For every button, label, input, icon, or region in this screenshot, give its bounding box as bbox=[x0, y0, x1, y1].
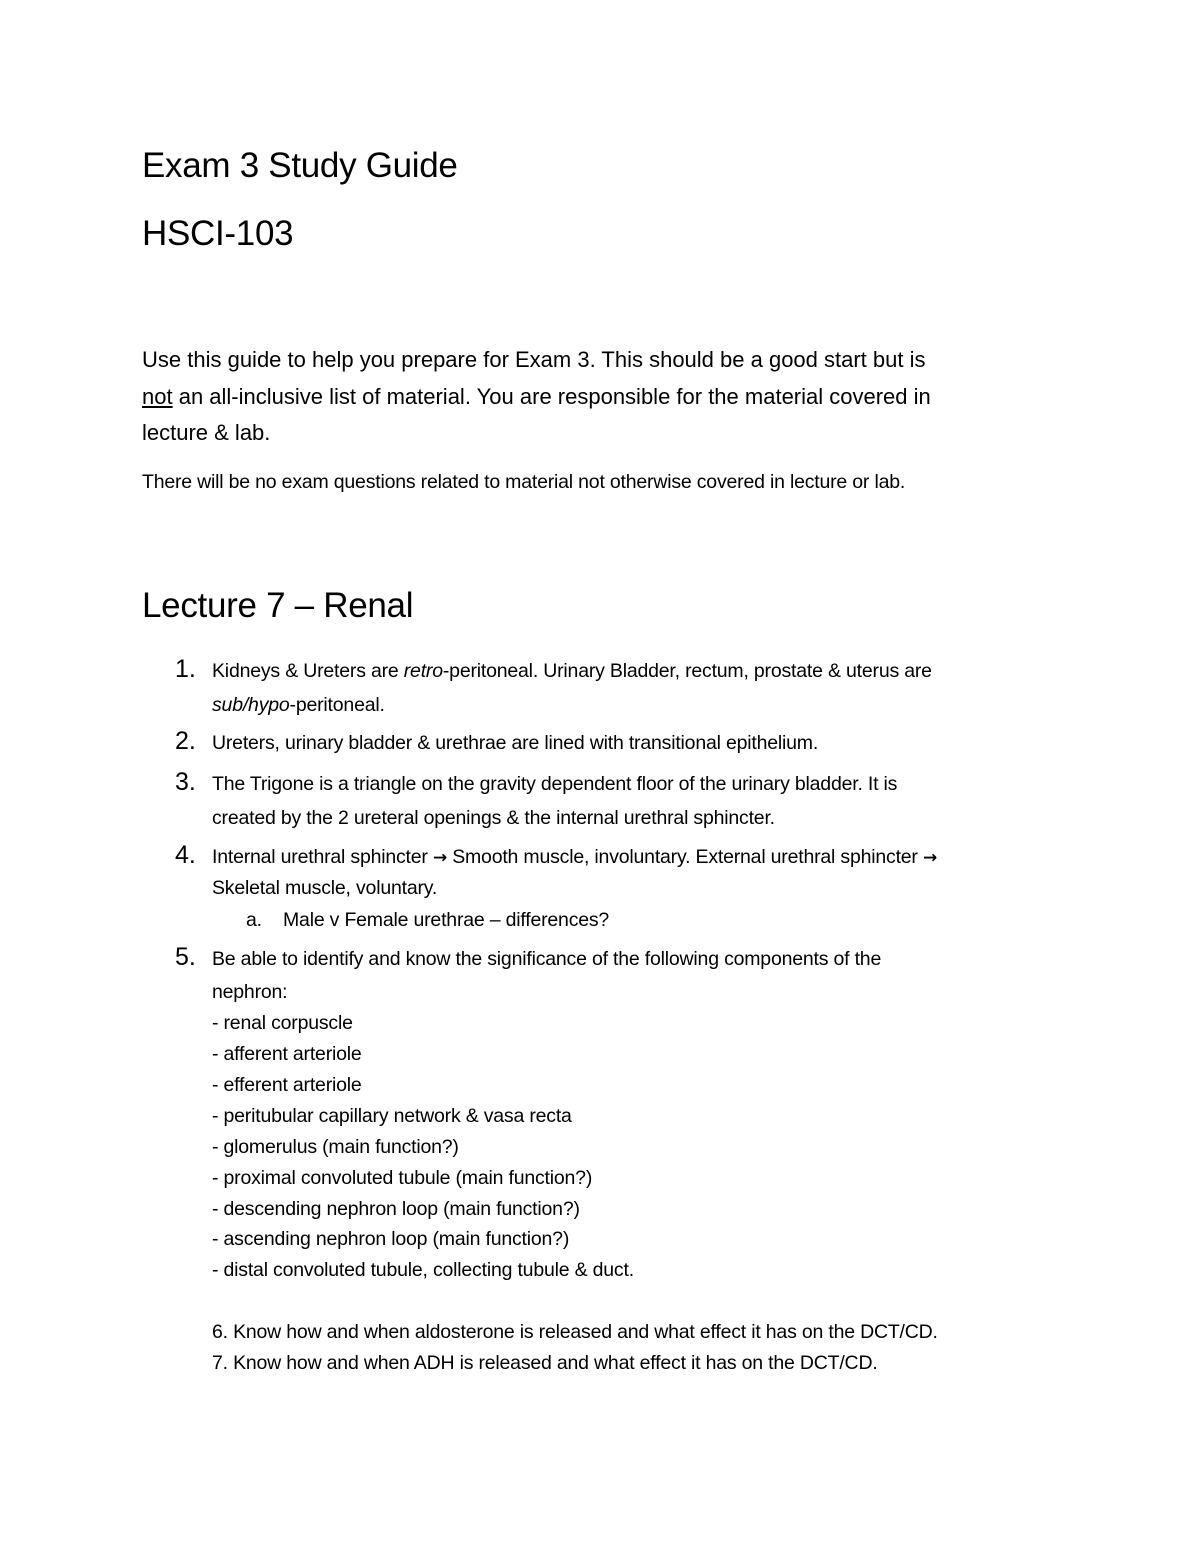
intro-line-1: Use this guide to help you prepare for Exam 3. This should be a good start but is bbox=[142, 347, 926, 372]
item-1-line-1 bbox=[212, 660, 932, 683]
item-6: 6. Know how and when aldosterone is released and what effect it has on the DCT/CD. bbox=[212, 1321, 938, 1343]
nephron-component: - renal corpuscle bbox=[212, 1012, 353, 1034]
item-3-line-1: The Trigone is a triangle on the gravity dependent floor of the urinary bladder. It is bbox=[212, 773, 898, 795]
item-7: 7. Know how and when ADH is released and what effect it has on the DCT/CD. bbox=[212, 1352, 878, 1374]
item-3-line-2: created by the 2 ureteral openings & the internal urethral sphincter. bbox=[212, 807, 775, 829]
lecture-heading: Lecture 7 – Renal bbox=[142, 586, 414, 625]
item-5-line-2: nephron: bbox=[212, 981, 288, 1003]
item-number-2: 2. bbox=[175, 727, 196, 755]
nephron-component: - descending nephron loop (main function?) bbox=[212, 1198, 580, 1220]
document-title: Exam 3 Study Guide bbox=[142, 146, 458, 185]
intro-line-3: lecture & lab. bbox=[142, 420, 271, 445]
item-number-3: 3. bbox=[175, 768, 196, 796]
nephron-component: - proximal convoluted tubule (main function?) bbox=[212, 1167, 593, 1189]
item-2-line-1: Ureters, urinary bladder & urethrae are lined with transitional epithelium. bbox=[212, 732, 819, 754]
item-1-italic: retro bbox=[403, 660, 443, 682]
nephron-component: - peritubular capillary network & vasa recta bbox=[212, 1105, 572, 1127]
nephron-component: - distal convoluted tubule, collecting tubule & duct. bbox=[212, 1259, 634, 1281]
course-code: HSCI-103 bbox=[142, 214, 294, 253]
item-number-4: 4. bbox=[175, 841, 196, 869]
item-4-sub-letter: a. bbox=[246, 909, 262, 931]
item-1-text-b: -peritoneal. Urinary Bladder, rectum, prostate & uterus are bbox=[442, 660, 932, 682]
item-5-line-1: Be able to identify and know the significance of the following components of the bbox=[212, 948, 882, 970]
item-1-text-a: Kidneys & Ureters are bbox=[212, 660, 404, 682]
item-1-italic-2: sub/hypo bbox=[212, 694, 290, 716]
arrow-right-icon: → bbox=[432, 848, 447, 868]
underlined-not: not bbox=[142, 384, 173, 409]
intro-line-2-rest: an all-inclusive list of material. You are responsible for the material covered in bbox=[172, 384, 931, 409]
nephron-component: - glomerulus (main function?) bbox=[212, 1136, 459, 1158]
item-1-line-2 bbox=[212, 694, 385, 717]
item-4-text-a: Internal urethral sphincter bbox=[212, 846, 433, 868]
intro-line-2 bbox=[142, 384, 931, 410]
arrow-right-icon: → bbox=[922, 848, 937, 868]
item-4-line-1 bbox=[212, 846, 937, 869]
item-number-5: 5. bbox=[175, 943, 196, 971]
nephron-component: - ascending nephron loop (main function?) bbox=[212, 1228, 570, 1250]
item-4-line-2: Skeletal muscle, voluntary. bbox=[212, 877, 438, 899]
nephron-component: - efferent arteriole bbox=[212, 1074, 362, 1096]
exam-note: There will be no exam questions related to material not otherwise covered in lecture or lab. bbox=[142, 471, 906, 493]
item-1-text-c: -peritoneal. bbox=[289, 694, 385, 716]
nephron-component: - afferent arteriole bbox=[212, 1043, 362, 1065]
item-4-text-b: Smooth muscle, involuntary. External urethral sphincter bbox=[446, 846, 923, 868]
item-number-1: 1. bbox=[175, 655, 196, 683]
item-4-sub-text: Male v Female urethrae – differences? bbox=[283, 909, 610, 931]
